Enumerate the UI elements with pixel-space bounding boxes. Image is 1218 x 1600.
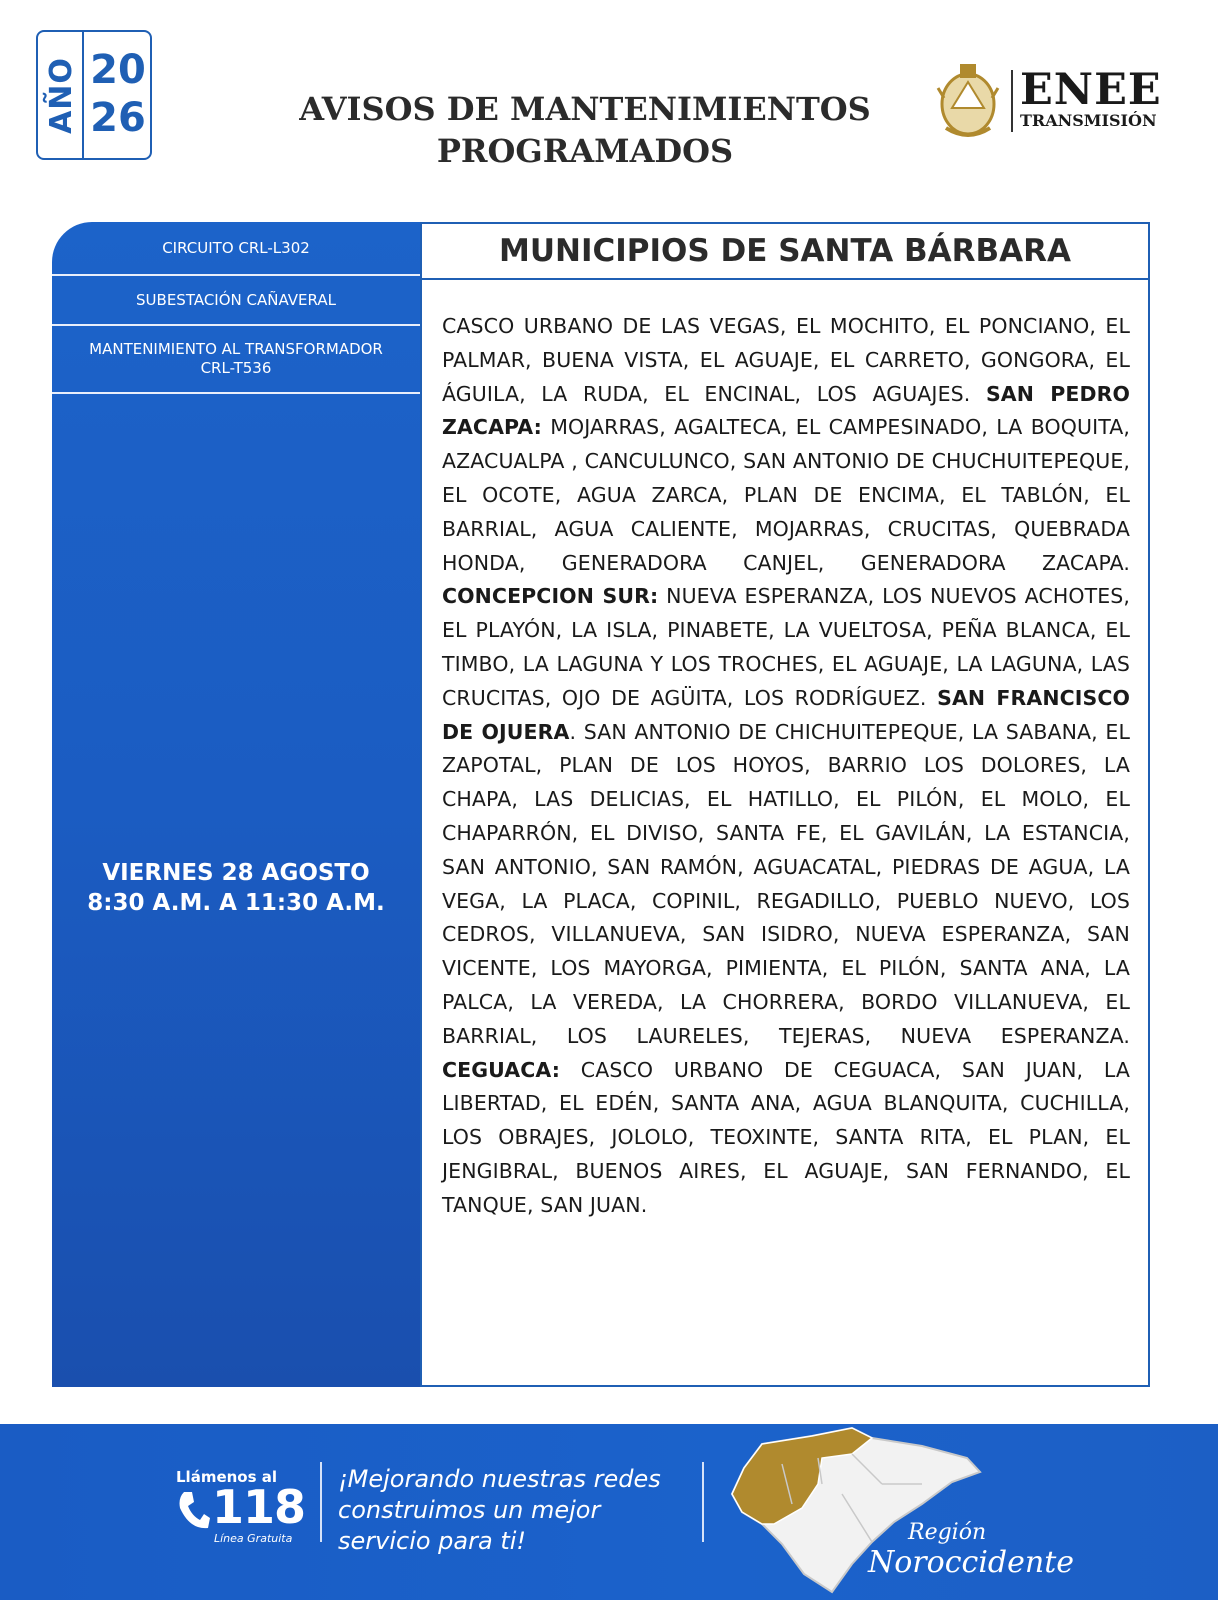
footer-banner	[0, 1424, 1218, 1600]
region-label-line1: Región	[908, 1520, 987, 1545]
info-divider	[52, 392, 420, 394]
municipality-heading: CEGUACA:	[442, 1057, 561, 1082]
page-title-line1: AVISOS DE MANTENIMIENTOS	[299, 90, 871, 128]
circuit-label: CIRCUITO CRL-L302	[162, 238, 310, 257]
year-digits	[84, 46, 152, 142]
enee-logo	[1020, 65, 1190, 130]
substation-label: SUBESTACIÓN CAÑAVERAL	[136, 290, 336, 309]
maintenance-info-panel	[52, 222, 420, 1387]
slogan-line2: construimos un mejor	[338, 1496, 601, 1524]
region-label-line2: Noroccidente	[868, 1545, 1075, 1580]
municipalities-panel	[420, 222, 1150, 1387]
municipality-text: CASCO URBANO DE CEGUACA, SAN JUAN, LA LIBERTAD, EL EDÉN, SANTA ANA, AGUA BLANQUITA, CUCHILLA, LOS OBRAJES, JOLOLO, TEOXINTE, SANTA RITA, EL PLAN, EL JENGIBRAL, BUENOS AIRES, EL AGUAJE, SAN FERNANDO, EL TANQUE, SAN JUAN.	[442, 1057, 1130, 1217]
maintenance-schedule	[52, 858, 420, 918]
year-label-box	[40, 32, 84, 158]
municipality-heading: SAN PEDRO ZACAPA:	[442, 381, 1130, 440]
municipality-text: NUEVA ESPERANZA, LOS NUEVOS ACHOTES, EL PLAYÓN, LA ISLA, PINABETE, LA VUELTOSA, PEÑA BLANCA, EL TIMBO, LA LAGUNA Y LOS TROCHES, EL AGUAJE, LA LAGUNA, LAS CRUCITAS, OJO DE AGÜITA, LOS RODRÍGUEZ.	[442, 584, 1131, 710]
hotline-sub: Línea Gratuita	[214, 1532, 293, 1545]
year-digits-top: 20	[90, 47, 146, 93]
municipalities-list	[442, 310, 1130, 1223]
footer-divider	[702, 1462, 704, 1542]
municipality-text: CASCO URBANO DE LAS VEGAS, EL MOCHITO, EL PONCIANO, EL PALMAR, BUENA VISTA, EL AGUAJE, EL CARRETO, GONGORA, EL ÁGUILA, LA RUDA, EL ENCINAL, LOS AGUAJES.	[442, 314, 1130, 406]
maintenance-label-line1: MANTENIMIENTO AL TRANSFORMADOR	[89, 340, 383, 358]
year-badge	[36, 30, 152, 160]
municipality-text: MOJARRAS, AGALTECA, EL CAMPESINADO, LA BOQUITA, AZACUALPA , CANCULUNCO, SAN ANTONIO DE CHUCHUITEPEQUE, EL OCOTE, AGUA ZARCA, PLAN DE ENCIMA, EL TABLÓN, EL BARRIAL, AGUA CALIENTE, MOJARRAS, CRUCITAS, QUEBRADA HONDA, GENERADORA CANJEL, GENERADORA ZACAPA.	[442, 415, 1130, 575]
year-label: AÑO	[43, 56, 79, 134]
maintenance-time: 8:30 A.M. A 11:30 A.M.	[87, 890, 385, 916]
honduras-coat-of-arms-icon	[936, 58, 1000, 142]
logo-divider	[1011, 70, 1013, 132]
maintenance-label	[52, 326, 420, 392]
year-digits-bottom: 26	[90, 95, 146, 141]
enee-logo-name: ENEE	[1020, 65, 1162, 115]
call-label: Llámenos al	[176, 1468, 278, 1486]
phone-icon	[176, 1488, 212, 1532]
hotline-number: 118	[212, 1480, 306, 1534]
municipality-heading: CONCEPCION SUR:	[442, 584, 659, 609]
municipalities-header: MUNICIPIOS DE SANTA BÁRBARA	[422, 224, 1148, 280]
region-label	[868, 1518, 1075, 1580]
maintenance-label-line2: CRL-T536	[200, 359, 272, 377]
footer-divider	[320, 1462, 322, 1542]
slogan-line1: ¡Mejorando nuestras redes	[338, 1465, 661, 1493]
maintenance-date: VIERNES 28 AGOSTO	[102, 860, 370, 886]
slogan-line3: servicio para ti!	[338, 1527, 527, 1555]
municipality-text: . SAN ANTONIO DE CHICHUITEPEQUE, LA SABANA, EL ZAPOTAL, PLAN DE LOS HOYOS, BARRIO LOS DOLORES, LA CHAPA, LAS DELICIAS, EL HATILLO, EL PILÓN, EL MOLO, EL CHAPARRÓN, EL DIVISO, SANTA FE, EL GAVILÁN, LA ESTANCIA, SAN ANTONIO, SAN RAMÓN, AGUACATAL, PIEDRAS DE AGUA, LA VEGA, LA PLACA, COPINIL, REGADILLO, PUEBLO NUEVO, LOS CEDROS, VILLANUEVA, SAN ISIDRO, NUEVA ESPERANZA, SAN VICENTE, LOS MAYORGA, PIMIENTA, EL PILÓN, SANTA ANA, LA PALCA, LA VEREDA, LA CHORRERA, BORDO VILLANUEVA, EL BARRIAL, LOS LAURELES, TEJERAS, NUEVA ESPERANZA.	[442, 719, 1131, 1048]
page-title	[270, 88, 900, 172]
page-title-line2: PROGRAMADOS	[436, 132, 734, 170]
slogan	[338, 1464, 698, 1557]
enee-logo-sub: TRANSMISIÓN	[1020, 111, 1157, 130]
municipality-heading: SAN FRANCISCO DE OJUERA	[442, 685, 1130, 744]
